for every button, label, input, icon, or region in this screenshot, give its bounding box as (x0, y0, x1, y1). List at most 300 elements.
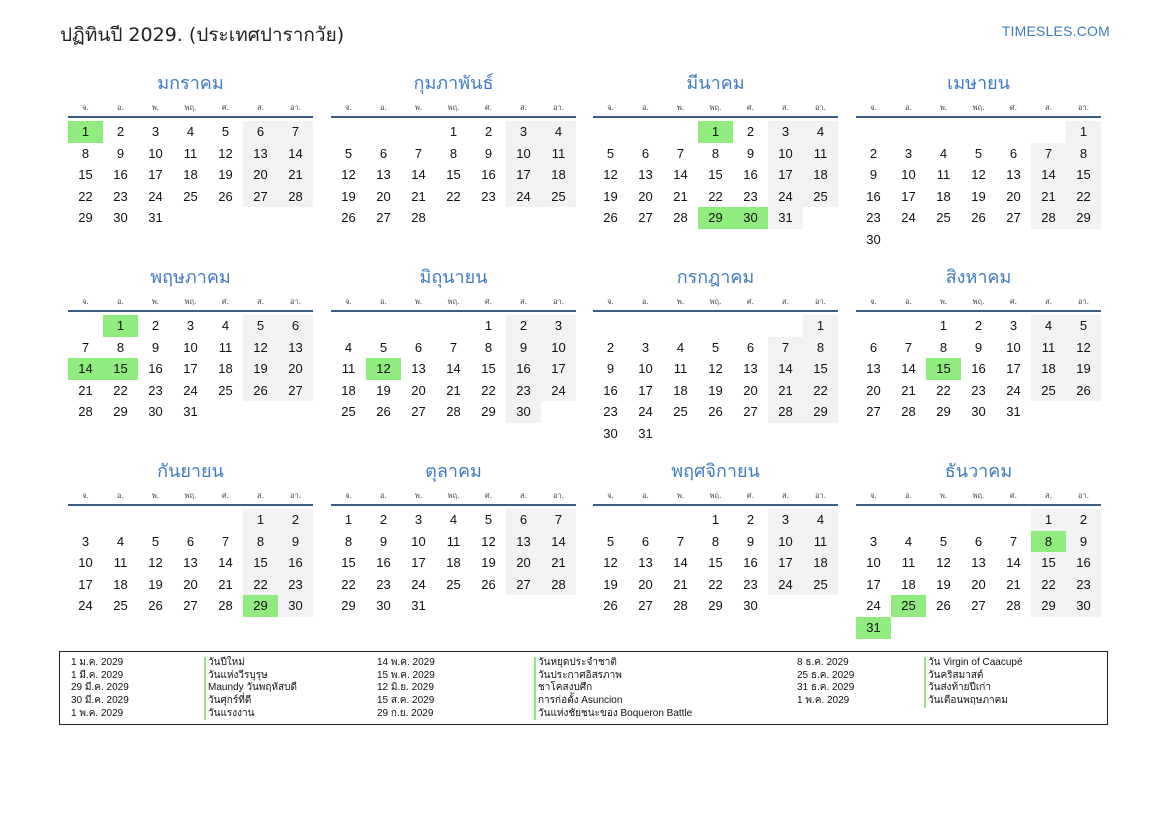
day-cell[interactable]: 28 (411, 210, 426, 226)
day-cell[interactable]: 14 (218, 555, 233, 571)
day-cell[interactable]: 30 (113, 210, 128, 226)
day-cell[interactable]: 5 (974, 145, 983, 161)
day-cell[interactable]: 23 (1066, 574, 1101, 596)
day-cell[interactable]: 26 (1066, 380, 1101, 402)
day-cell[interactable]: 24 (866, 598, 881, 614)
day-cell[interactable]: 30 (278, 595, 313, 617)
day-cell[interactable]: 15 (1066, 164, 1101, 186)
day-cell[interactable]: 25 (673, 404, 688, 420)
day-cell[interactable]: 7 (676, 533, 685, 549)
day-cell[interactable]: 13 (638, 167, 653, 183)
day-cell[interactable]: 16 (376, 555, 391, 571)
day-cell[interactable]: 5 (151, 533, 160, 549)
day-cell[interactable]: 26 (243, 380, 278, 402)
day-cell[interactable]: 21 (1031, 186, 1066, 208)
day-cell[interactable]: 17 (506, 164, 541, 186)
day-cell[interactable]: 30 (148, 404, 163, 420)
day-cell[interactable]: 20 (506, 552, 541, 574)
day-cell[interactable]: 25 (936, 210, 951, 226)
day-cell[interactable]: 7 (81, 339, 90, 355)
day-cell[interactable]: 5 (711, 339, 720, 355)
day-cell[interactable]: 21 (673, 188, 688, 204)
day-cell[interactable]: 23 (278, 574, 313, 596)
day-cell[interactable]: 20 (183, 576, 198, 592)
day-cell[interactable]: 10 (148, 145, 163, 161)
day-cell[interactable]: 6 (414, 339, 423, 355)
day-cell[interactable]: 1 (449, 124, 458, 139)
day-cell[interactable]: 24 (148, 188, 163, 204)
day-cell[interactable]: 4 (344, 339, 353, 355)
day-cell[interactable]: 15 (446, 167, 461, 183)
holiday-day-cell[interactable]: 29 (698, 207, 733, 229)
day-cell[interactable]: 5 (606, 145, 615, 161)
day-cell[interactable]: 25 (803, 186, 838, 208)
day-cell[interactable]: 30 (1066, 595, 1101, 617)
day-cell[interactable]: 14 (673, 167, 688, 183)
day-cell[interactable]: 3 (186, 318, 195, 333)
day-cell[interactable]: 5 (344, 145, 353, 161)
day-cell[interactable]: 30 (603, 425, 618, 441)
day-cell[interactable]: 8 (81, 145, 90, 161)
day-cell[interactable]: 10 (411, 533, 426, 549)
day-cell[interactable]: 8 (803, 337, 838, 359)
day-cell[interactable]: 23 (481, 188, 496, 204)
day-cell[interactable]: 22 (78, 188, 93, 204)
day-cell[interactable]: 17 (411, 555, 426, 571)
day-cell[interactable]: 11 (936, 167, 951, 183)
day-cell[interactable]: 25 (183, 188, 198, 204)
day-cell[interactable]: 18 (803, 164, 838, 186)
day-cell[interactable]: 11 (541, 143, 576, 165)
day-cell[interactable]: 7 (221, 533, 230, 549)
day-cell[interactable]: 12 (708, 361, 723, 377)
day-cell[interactable]: 19 (708, 382, 723, 398)
holiday-day-cell[interactable]: 15 (103, 358, 138, 380)
day-cell[interactable]: 2 (278, 509, 313, 531)
day-cell[interactable]: 22 (113, 382, 128, 398)
day-cell[interactable]: 17 (78, 576, 93, 592)
day-cell[interactable]: 28 (78, 404, 93, 420)
day-cell[interactable]: 1 (1031, 509, 1066, 531)
day-cell[interactable]: 29 (803, 401, 838, 423)
day-cell[interactable]: 16 (971, 361, 986, 377)
day-cell[interactable]: 12 (936, 555, 951, 571)
day-cell[interactable]: 4 (541, 121, 576, 143)
day-cell[interactable]: 16 (113, 167, 128, 183)
day-cell[interactable]: 15 (803, 358, 838, 380)
day-cell[interactable]: 21 (901, 382, 916, 398)
day-cell[interactable]: 8 (484, 339, 493, 355)
day-cell[interactable]: 4 (904, 533, 913, 549)
day-cell[interactable]: 6 (278, 315, 313, 337)
day-cell[interactable]: 11 (803, 143, 838, 165)
day-cell[interactable]: 16 (148, 361, 163, 377)
day-cell[interactable]: 27 (743, 404, 758, 420)
holiday-day-cell[interactable]: 1 (103, 315, 138, 337)
day-cell[interactable]: 18 (446, 555, 461, 571)
day-cell[interactable]: 21 (673, 576, 688, 592)
day-cell[interactable]: 22 (708, 576, 723, 592)
day-cell[interactable]: 1 (711, 512, 720, 527)
day-cell[interactable]: 3 (414, 512, 423, 527)
day-cell[interactable]: 5 (221, 124, 230, 139)
day-cell[interactable]: 24 (768, 186, 803, 208)
day-cell[interactable]: 6 (641, 533, 650, 549)
day-cell[interactable]: 17 (148, 167, 163, 183)
day-cell[interactable]: 13 (506, 531, 541, 553)
day-cell[interactable]: 15 (1031, 552, 1066, 574)
day-cell[interactable]: 17 (901, 188, 916, 204)
day-cell[interactable]: 14 (278, 143, 313, 165)
day-cell[interactable]: 22 (708, 188, 723, 204)
day-cell[interactable]: 12 (603, 167, 618, 183)
day-cell[interactable]: 11 (183, 145, 198, 161)
day-cell[interactable]: 27 (506, 574, 541, 596)
day-cell[interactable]: 22 (936, 382, 951, 398)
day-cell[interactable]: 2 (746, 124, 755, 139)
day-cell[interactable]: 24 (506, 186, 541, 208)
day-cell[interactable]: 30 (971, 404, 986, 420)
day-cell[interactable]: 11 (446, 533, 461, 549)
day-cell[interactable]: 13 (376, 167, 391, 183)
day-cell[interactable]: 9 (1066, 531, 1101, 553)
day-cell[interactable]: 7 (676, 145, 685, 161)
day-cell[interactable]: 1 (1066, 121, 1101, 143)
day-cell[interactable]: 7 (1031, 143, 1066, 165)
day-cell[interactable]: 19 (971, 188, 986, 204)
day-cell[interactable]: 1 (243, 509, 278, 531)
day-cell[interactable]: 17 (768, 552, 803, 574)
day-cell[interactable]: 30 (743, 598, 758, 614)
day-cell[interactable]: 27 (278, 380, 313, 402)
day-cell[interactable]: 18 (901, 576, 916, 592)
day-cell[interactable]: 4 (186, 124, 195, 139)
day-cell[interactable]: 15 (708, 555, 723, 571)
day-cell[interactable]: 9 (484, 145, 493, 161)
day-cell[interactable]: 12 (341, 167, 356, 183)
day-cell[interactable]: 15 (243, 552, 278, 574)
day-cell[interactable]: 27 (971, 598, 986, 614)
day-cell[interactable]: 1 (484, 318, 493, 333)
day-cell[interactable]: 2 (116, 124, 125, 139)
day-cell[interactable]: 15 (481, 361, 496, 377)
day-cell[interactable]: 19 (603, 576, 618, 592)
day-cell[interactable]: 29 (341, 598, 356, 614)
day-cell[interactable]: 14 (901, 361, 916, 377)
day-cell[interactable]: 18 (218, 361, 233, 377)
day-cell[interactable]: 3 (768, 121, 803, 143)
day-cell[interactable]: 23 (743, 188, 758, 204)
day-cell[interactable]: 4 (116, 533, 125, 549)
day-cell[interactable]: 5 (379, 339, 388, 355)
day-cell[interactable]: 29 (113, 404, 128, 420)
day-cell[interactable]: 14 (446, 361, 461, 377)
day-cell[interactable]: 14 (411, 167, 426, 183)
day-cell[interactable]: 5 (484, 512, 493, 527)
day-cell[interactable]: 7 (904, 339, 913, 355)
day-cell[interactable]: 28 (1006, 598, 1021, 614)
day-cell[interactable]: 28 (541, 574, 576, 596)
day-cell[interactable]: 24 (638, 404, 653, 420)
day-cell[interactable]: 31 (768, 207, 803, 229)
day-cell[interactable]: 22 (1066, 186, 1101, 208)
day-cell[interactable]: 27 (638, 598, 653, 614)
day-cell[interactable]: 23 (113, 188, 128, 204)
holiday-day-cell[interactable]: 14 (68, 358, 103, 380)
day-cell[interactable]: 22 (243, 574, 278, 596)
day-cell[interactable]: 20 (243, 164, 278, 186)
holiday-day-cell[interactable]: 8 (1031, 531, 1066, 553)
day-cell[interactable]: 25 (541, 186, 576, 208)
day-cell[interactable]: 20 (971, 576, 986, 592)
day-cell[interactable]: 19 (243, 358, 278, 380)
day-cell[interactable]: 26 (481, 576, 496, 592)
day-cell[interactable]: 4 (449, 512, 458, 527)
day-cell[interactable]: 10 (183, 339, 198, 355)
day-cell[interactable]: 9 (746, 145, 755, 161)
day-cell[interactable]: 11 (218, 339, 233, 355)
day-cell[interactable]: 24 (78, 598, 93, 614)
day-cell[interactable]: 27 (376, 210, 391, 226)
day-cell[interactable]: 8 (1066, 143, 1101, 165)
day-cell[interactable]: 18 (936, 188, 951, 204)
day-cell[interactable]: 20 (638, 188, 653, 204)
day-cell[interactable]: 19 (1066, 358, 1101, 380)
day-cell[interactable]: 28 (673, 598, 688, 614)
day-cell[interactable]: 15 (78, 167, 93, 183)
day-cell[interactable]: 3 (869, 533, 878, 549)
day-cell[interactable]: 17 (768, 164, 803, 186)
day-cell[interactable]: 18 (341, 382, 356, 398)
day-cell[interactable]: 28 (673, 210, 688, 226)
day-cell[interactable]: 10 (768, 143, 803, 165)
day-cell[interactable]: 29 (936, 404, 951, 420)
day-cell[interactable]: 16 (481, 167, 496, 183)
day-cell[interactable]: 26 (971, 210, 986, 226)
day-cell[interactable]: 21 (78, 382, 93, 398)
day-cell[interactable]: 16 (1066, 552, 1101, 574)
day-cell[interactable]: 8 (243, 531, 278, 553)
day-cell[interactable]: 11 (673, 361, 688, 377)
day-cell[interactable]: 28 (218, 598, 233, 614)
day-cell[interactable]: 8 (116, 339, 125, 355)
holiday-day-cell[interactable]: 1 (698, 121, 733, 143)
day-cell[interactable]: 26 (708, 404, 723, 420)
day-cell[interactable]: 8 (449, 145, 458, 161)
day-cell[interactable]: 21 (218, 576, 233, 592)
day-cell[interactable]: 11 (803, 531, 838, 553)
day-cell[interactable]: 26 (148, 598, 163, 614)
day-cell[interactable]: 22 (1031, 574, 1066, 596)
holiday-day-cell[interactable]: 25 (891, 595, 926, 617)
day-cell[interactable]: 24 (183, 382, 198, 398)
day-cell[interactable]: 12 (243, 337, 278, 359)
day-cell[interactable]: 13 (743, 361, 758, 377)
day-cell[interactable]: 10 (638, 361, 653, 377)
site-link[interactable]: TIMESLES.COM (1001, 23, 1110, 39)
day-cell[interactable]: 13 (278, 337, 313, 359)
day-cell[interactable]: 24 (541, 380, 576, 402)
day-cell[interactable]: 10 (541, 337, 576, 359)
day-cell[interactable]: 20 (278, 358, 313, 380)
day-cell[interactable]: 20 (743, 382, 758, 398)
day-cell[interactable]: 13 (638, 555, 653, 571)
day-cell[interactable]: 10 (768, 531, 803, 553)
day-cell[interactable]: 2 (746, 512, 755, 527)
day-cell[interactable]: 5 (606, 533, 615, 549)
day-cell[interactable]: 29 (481, 404, 496, 420)
day-cell[interactable]: 13 (866, 361, 881, 377)
day-cell[interactable]: 25 (803, 574, 838, 596)
day-cell[interactable]: 3 (904, 145, 913, 161)
day-cell[interactable]: 22 (341, 576, 356, 592)
day-cell[interactable]: 16 (278, 552, 313, 574)
day-cell[interactable]: 30 (866, 231, 881, 247)
day-cell[interactable]: 14 (1031, 164, 1066, 186)
day-cell[interactable]: 21 (768, 380, 803, 402)
day-cell[interactable]: 9 (151, 339, 160, 355)
day-cell[interactable]: 19 (376, 382, 391, 398)
day-cell[interactable]: 16 (743, 555, 758, 571)
day-cell[interactable]: 7 (414, 145, 423, 161)
day-cell[interactable]: 2 (606, 339, 615, 355)
day-cell[interactable]: 26 (603, 210, 618, 226)
holiday-day-cell[interactable]: 12 (366, 358, 401, 380)
day-cell[interactable]: 28 (768, 401, 803, 423)
day-cell[interactable]: 15 (341, 555, 356, 571)
day-cell[interactable]: 18 (1031, 358, 1066, 380)
day-cell[interactable]: 17 (638, 382, 653, 398)
day-cell[interactable]: 1 (344, 512, 353, 527)
day-cell[interactable]: 30 (506, 401, 541, 423)
day-cell[interactable]: 12 (481, 533, 496, 549)
day-cell[interactable]: 13 (971, 555, 986, 571)
day-cell[interactable]: 31 (638, 425, 653, 441)
day-cell[interactable]: 5 (939, 533, 948, 549)
day-cell[interactable]: 3 (1009, 318, 1018, 333)
day-cell[interactable]: 23 (971, 382, 986, 398)
day-cell[interactable]: 19 (218, 167, 233, 183)
day-cell[interactable]: 23 (743, 576, 758, 592)
day-cell[interactable]: 9 (606, 361, 615, 377)
day-cell[interactable]: 21 (1006, 576, 1021, 592)
day-cell[interactable]: 27 (183, 598, 198, 614)
day-cell[interactable]: 7 (541, 509, 576, 531)
day-cell[interactable]: 17 (1006, 361, 1021, 377)
day-cell[interactable]: 27 (1006, 210, 1021, 226)
day-cell[interactable]: 29 (708, 598, 723, 614)
day-cell[interactable]: 10 (1006, 339, 1021, 355)
day-cell[interactable]: 20 (638, 576, 653, 592)
day-cell[interactable]: 6 (506, 509, 541, 531)
day-cell[interactable]: 6 (974, 533, 983, 549)
day-cell[interactable]: 24 (411, 576, 426, 592)
day-cell[interactable]: 24 (1006, 382, 1021, 398)
day-cell[interactable]: 26 (603, 598, 618, 614)
day-cell[interactable]: 27 (638, 210, 653, 226)
day-cell[interactable]: 26 (341, 210, 356, 226)
day-cell[interactable]: 8 (711, 145, 720, 161)
day-cell[interactable]: 2 (379, 512, 388, 527)
day-cell[interactable]: 21 (541, 552, 576, 574)
day-cell[interactable]: 3 (768, 509, 803, 531)
day-cell[interactable]: 2 (484, 124, 493, 139)
day-cell[interactable]: 20 (866, 382, 881, 398)
day-cell[interactable]: 11 (901, 555, 916, 571)
day-cell[interactable]: 4 (676, 339, 685, 355)
day-cell[interactable]: 20 (411, 382, 426, 398)
day-cell[interactable]: 29 (1066, 207, 1101, 229)
day-cell[interactable]: 31 (183, 404, 198, 420)
day-cell[interactable]: 9 (746, 533, 755, 549)
day-cell[interactable]: 25 (446, 576, 461, 592)
day-cell[interactable]: 25 (1031, 380, 1066, 402)
day-cell[interactable]: 17 (541, 358, 576, 380)
day-cell[interactable]: 12 (1066, 337, 1101, 359)
day-cell[interactable]: 16 (506, 358, 541, 380)
day-cell[interactable]: 1 (939, 318, 948, 333)
day-cell[interactable]: 4 (803, 121, 838, 143)
day-cell[interactable]: 25 (218, 382, 233, 398)
day-cell[interactable]: 6 (746, 339, 755, 355)
day-cell[interactable]: 31 (411, 598, 426, 614)
holiday-day-cell[interactable]: 31 (856, 617, 891, 639)
day-cell[interactable]: 29 (1031, 595, 1066, 617)
day-cell[interactable]: 9 (506, 337, 541, 359)
holiday-day-cell[interactable]: 30 (733, 207, 768, 229)
day-cell[interactable]: 10 (78, 555, 93, 571)
day-cell[interactable]: 21 (278, 164, 313, 186)
day-cell[interactable]: 16 (866, 188, 881, 204)
day-cell[interactable]: 11 (113, 555, 128, 571)
day-cell[interactable]: 3 (151, 124, 160, 139)
day-cell[interactable]: 11 (1031, 337, 1066, 359)
day-cell[interactable]: 31 (1006, 404, 1021, 420)
day-cell[interactable]: 19 (936, 576, 951, 592)
day-cell[interactable]: 24 (768, 574, 803, 596)
day-cell[interactable]: 19 (481, 555, 496, 571)
day-cell[interactable]: 6 (1009, 145, 1018, 161)
day-cell[interactable]: 19 (603, 188, 618, 204)
day-cell[interactable]: 4 (939, 145, 948, 161)
day-cell[interactable]: 25 (341, 404, 356, 420)
day-cell[interactable]: 8 (711, 533, 720, 549)
holiday-day-cell[interactable]: 1 (68, 121, 103, 143)
day-cell[interactable]: 20 (376, 188, 391, 204)
day-cell[interactable]: 13 (243, 143, 278, 165)
day-cell[interactable]: 26 (218, 188, 233, 204)
day-cell[interactable]: 14 (673, 555, 688, 571)
day-cell[interactable]: 12 (148, 555, 163, 571)
day-cell[interactable]: 18 (113, 576, 128, 592)
day-cell[interactable]: 9 (869, 167, 878, 183)
day-cell[interactable]: 23 (148, 382, 163, 398)
day-cell[interactable]: 27 (866, 404, 881, 420)
day-cell[interactable]: 2 (151, 318, 160, 333)
day-cell[interactable]: 23 (376, 576, 391, 592)
day-cell[interactable]: 23 (866, 210, 881, 226)
day-cell[interactable]: 28 (446, 404, 461, 420)
holiday-day-cell[interactable]: 29 (243, 595, 278, 617)
day-cell[interactable]: 18 (541, 164, 576, 186)
day-cell[interactable]: 26 (376, 404, 391, 420)
day-cell[interactable]: 10 (506, 143, 541, 165)
day-cell[interactable]: 2 (1066, 509, 1101, 531)
day-cell[interactable]: 22 (803, 380, 838, 402)
day-cell[interactable]: 27 (243, 186, 278, 208)
day-cell[interactable]: 27 (411, 404, 426, 420)
day-cell[interactable]: 4 (221, 318, 230, 333)
